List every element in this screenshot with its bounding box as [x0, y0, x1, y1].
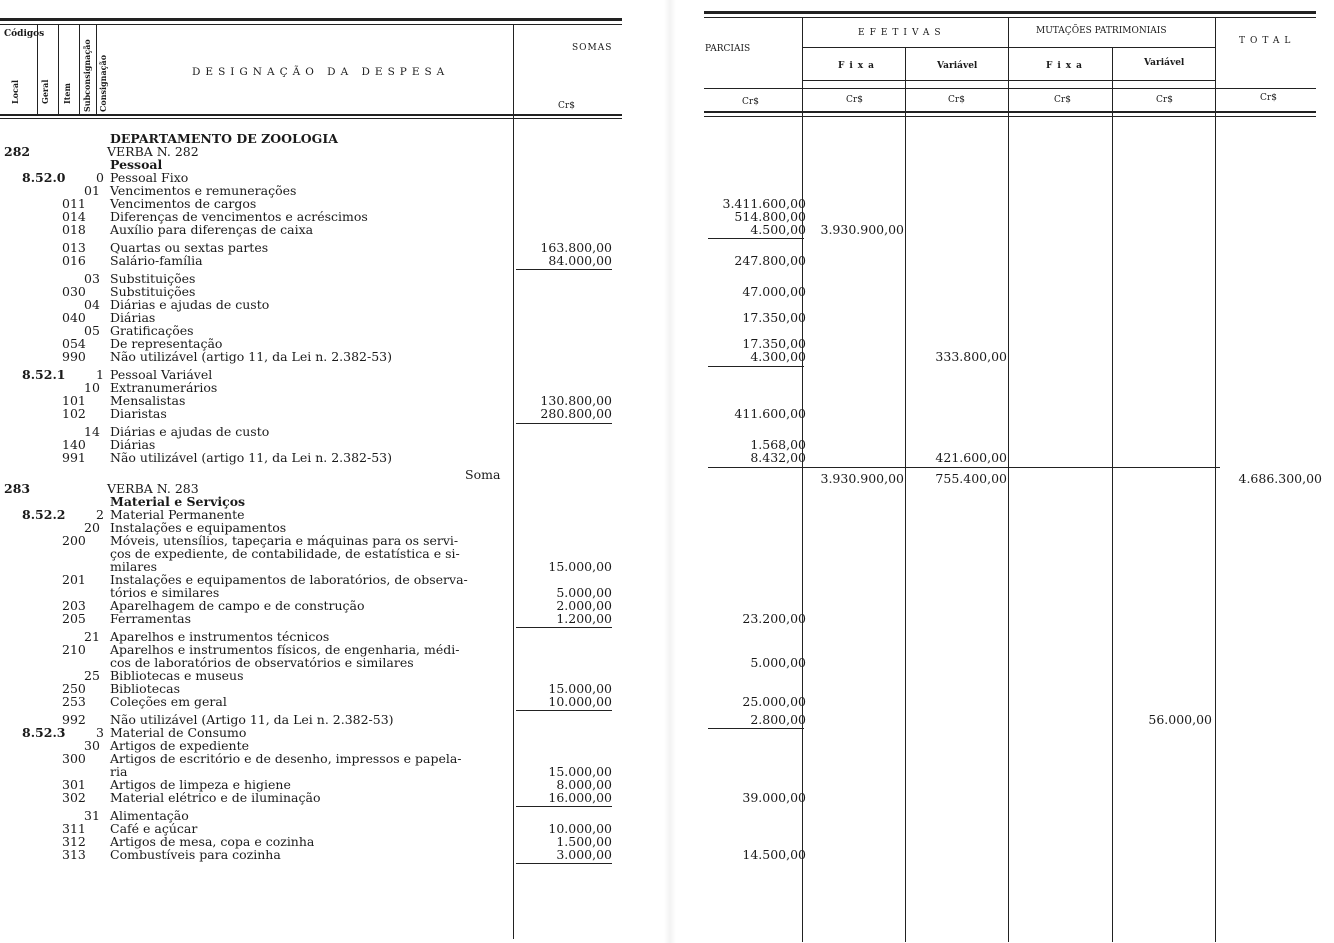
row-designacao: Extranumerários	[110, 379, 218, 395]
col-subconsignacao-header: Subconsignação	[82, 39, 92, 112]
row-designacao: Vencimentos e remunerações	[110, 183, 297, 199]
parciais-value: 39.000,00	[742, 790, 806, 806]
parciais-value: 47.000,00	[742, 283, 806, 299]
row-subconsignacao: 140	[62, 436, 86, 452]
row-designacao: ços de expediente, de contabilidade, de estatística e si-	[110, 545, 460, 561]
row-soma: 8.000,00	[556, 777, 612, 793]
row-designacao: milares	[110, 558, 158, 574]
row-code: 8.52.2	[22, 506, 66, 522]
row-code: 283	[4, 480, 31, 496]
parciais-value: 514.800,00	[734, 209, 806, 225]
parciais-value: 3.411.600,00	[722, 196, 806, 212]
row-designacao: Artigos de escritório e de desenho, impressos e papela-	[110, 750, 462, 766]
row-subconsignacao: 990	[62, 349, 86, 365]
row-subconsignacao: 992	[62, 711, 86, 727]
variavel-header: Variável	[937, 61, 978, 71]
row-subconsignacao: 311	[62, 820, 86, 836]
row-designacao: Material e Serviços	[110, 493, 246, 509]
parciais-value: 17.350,00	[742, 336, 806, 352]
row-subconsignacao: 016	[62, 253, 86, 269]
row-designacao: Soma	[465, 467, 501, 483]
row-designacao: Móveis, utensílios, tapeçaria e máquinas para os servi-	[110, 532, 459, 548]
row-designacao: Material de Consumo	[110, 724, 247, 740]
row-soma: 5.000,00	[556, 584, 612, 600]
subtotal-rule	[708, 366, 804, 367]
parciais-value: 25.000,00	[742, 694, 806, 710]
row-designacao: Gratificações	[110, 323, 194, 339]
row-subconsignacao: 301	[62, 777, 86, 793]
row-subconsignacao: 04	[84, 296, 100, 312]
row-designacao: Artigos de expediente	[110, 737, 250, 753]
row-soma: 1.500,00	[556, 833, 612, 849]
row-designacao: Bibliotecas	[110, 681, 180, 696]
row-designacao: Diferenças de vencimentos e acréscimos	[110, 209, 368, 225]
parciais-value: 14.500,00	[742, 846, 806, 862]
total-value: 4.686.300,00	[1238, 471, 1322, 487]
subtotal-rule	[516, 423, 612, 424]
row-designacao: VERBA N. 282	[107, 144, 199, 160]
row-code: 8.52.0	[22, 170, 66, 186]
row-soma: 15.000,00	[548, 558, 612, 574]
fixa-header: Fixa	[838, 61, 880, 71]
row-code: 8.52.3	[22, 724, 66, 740]
row-item: 1	[96, 366, 104, 382]
parciais-value: 4.500,00	[750, 222, 806, 238]
row-subconsignacao: 040	[62, 309, 86, 325]
row-soma: 130.800,00	[540, 392, 612, 408]
mutacoes-header: MUTAÇÕES PATRIMONIAIS	[1036, 26, 1167, 36]
row-designacao: Material elétrico e de iluminação	[110, 790, 321, 806]
efetiva-variavel-value: 421.600,00	[935, 449, 1007, 465]
row-soma: 2.000,00	[556, 598, 612, 614]
row-subconsignacao: 250	[62, 681, 86, 696]
row-designacao: Bibliotecas e museus	[110, 667, 244, 683]
efetivas-header: EFETIVAS	[858, 28, 946, 38]
row-subconsignacao: 21	[84, 628, 100, 644]
parciais-value: 411.600,00	[734, 406, 806, 421]
row-subconsignacao: 018	[62, 222, 86, 238]
row-designacao: Coleções em geral	[110, 694, 227, 710]
row-soma: 10.000,00	[548, 820, 612, 836]
row-designacao: Vencimentos de cargos	[110, 196, 257, 212]
row-subconsignacao: 313	[62, 846, 86, 862]
col-geral-header: Geral	[40, 79, 50, 104]
efetiva-fixa-value: 3.930.900,00	[820, 471, 904, 487]
page-fold	[664, 0, 676, 943]
row-designacao: Salário-família	[110, 253, 203, 269]
row-designacao: Pessoal Variável	[110, 366, 213, 382]
subtotal-rule	[516, 863, 612, 864]
parciais-value: 2.800,00	[750, 711, 806, 727]
efetiva-variavel-value: 333.800,00	[935, 349, 1007, 365]
currency-mut-fixa: Cr$	[1054, 95, 1071, 105]
mutacao-variavel-value: 56.000,00	[1148, 711, 1212, 727]
row-designacao: Substituições	[110, 283, 196, 299]
row-designacao: Pessoal Fixo	[110, 170, 189, 186]
parciais-value: 17.350,00	[742, 309, 806, 325]
row-designacao: Combustíveis para cozinha	[110, 846, 281, 862]
row-designacao: Diárias e ajudas de custo	[110, 423, 270, 439]
efetiva-fixa-value: 3.930.900,00	[820, 222, 904, 238]
row-designacao: ria	[110, 763, 128, 779]
subtotal-rule	[708, 728, 804, 729]
row-soma: 1.200,00	[556, 611, 612, 627]
row-subconsignacao: 205	[62, 611, 86, 627]
row-designacao: Auxílio para diferenças de caixa	[110, 222, 314, 238]
row-designacao: tórios e similares	[110, 584, 220, 600]
left-currency: Cr$	[558, 101, 575, 111]
col-local-header: Local	[10, 79, 20, 104]
currency-ef-var: Cr$	[948, 95, 965, 105]
row-subconsignacao: 030	[62, 283, 86, 299]
row-soma: 280.800,00	[540, 406, 612, 421]
subtotal-rule	[516, 269, 612, 270]
subtotal-rule	[708, 238, 804, 239]
row-designacao: Artigos de mesa, copa e cozinha	[110, 833, 315, 849]
subtotal-rule	[516, 710, 612, 711]
subtotal-rule	[516, 627, 612, 628]
row-subconsignacao: 31	[84, 807, 100, 823]
row-item: 2	[96, 506, 104, 522]
row-subconsignacao: 312	[62, 833, 86, 849]
parciais-header: PARCIAIS	[705, 44, 751, 54]
row-designacao: Aparelhos e instrumentos físicos, de engenharia, médi-	[110, 641, 460, 657]
parciais-value: 23.200,00	[742, 611, 806, 627]
row-designacao: DEPARTAMENTO DE ZOOLOGIA	[110, 131, 338, 146]
row-designacao: Diárias e ajudas de custo	[110, 296, 270, 312]
currency-mut-var: Cr$	[1156, 95, 1173, 105]
row-designacao: Aparelhagem de campo e de construção	[110, 598, 365, 614]
parciais-value: 247.800,00	[734, 253, 806, 269]
row-designacao: Instalações e equipamentos de laboratórios, de observa-	[110, 571, 468, 587]
row-designacao: Não utilizável (artigo 11, da Lei n. 2.382-53)	[110, 449, 392, 465]
row-item: 0	[96, 170, 104, 186]
row-designacao: Não utilizável (artigo 11, da Lei n. 2.382-53)	[110, 349, 392, 365]
row-designacao: Material Permanente	[110, 506, 245, 522]
row-item: 3	[96, 724, 104, 740]
row-designacao: Instalações e equipamentos	[110, 519, 287, 535]
row-subconsignacao: 03	[84, 270, 100, 286]
row-soma: 15.000,00	[548, 681, 612, 696]
row-subconsignacao: 25	[84, 667, 100, 683]
somas-header: SOMAS	[572, 43, 613, 53]
currency-ef-fixa: Cr$	[846, 95, 863, 105]
row-designacao: Pessoal	[110, 157, 163, 173]
row-designacao: Diárias	[110, 436, 156, 452]
row-designacao: VERBA N. 283	[107, 480, 199, 496]
parciais-value: 8.432,00	[750, 449, 806, 465]
row-designacao: Diárias	[110, 309, 156, 325]
efetiva-variavel-value: 755.400,00	[935, 471, 1007, 487]
row-subconsignacao: 210	[62, 641, 86, 657]
variavel-header-2: Variável	[1144, 58, 1185, 68]
row-subconsignacao: 20	[84, 519, 100, 535]
row-designacao: Mensalistas	[110, 392, 186, 408]
designacao-header: DESIGNAÇÃO DA DESPESA	[192, 66, 450, 78]
row-subconsignacao: 102	[62, 406, 86, 421]
parciais-value: 4.300,00	[750, 349, 806, 365]
row-subconsignacao: 013	[62, 240, 86, 256]
row-soma: 10.000,00	[548, 694, 612, 710]
parciais-value: 1.568,00	[750, 436, 806, 452]
row-designacao: cos de laboratórios de observatórios e similares	[110, 654, 414, 670]
row-subconsignacao: 991	[62, 449, 86, 465]
row-designacao: Café e açúcar	[110, 820, 198, 836]
row-soma: 16.000,00	[548, 790, 612, 806]
row-subconsignacao: 101	[62, 392, 86, 408]
row-designacao: Artigos de limpeza e higiene	[110, 777, 291, 793]
row-subconsignacao: 201	[62, 571, 86, 587]
row-designacao: Ferramentas	[110, 611, 191, 627]
row-subconsignacao: 253	[62, 694, 86, 710]
row-designacao: Substituições	[110, 270, 196, 286]
row-soma: 84.000,00	[548, 253, 612, 269]
currency-parciais: Cr$	[742, 97, 759, 107]
subtotal-rule	[708, 467, 1220, 468]
row-designacao: Quartas ou sextas partes	[110, 240, 269, 256]
row-designacao: Alimentação	[110, 807, 189, 823]
row-designacao: Diaristas	[110, 406, 167, 421]
total-header: TOTAL	[1239, 36, 1296, 46]
row-code: 8.52.1	[22, 366, 66, 382]
row-subconsignacao: 054	[62, 336, 86, 352]
row-designacao: De representação	[110, 336, 223, 352]
currency-total: Cr$	[1260, 93, 1277, 103]
codigos-header: Códigos	[4, 29, 45, 39]
row-subconsignacao: 10	[84, 379, 100, 395]
row-designacao: Aparelhos e instrumentos técnicos	[110, 628, 330, 644]
row-subconsignacao: 200	[62, 532, 86, 548]
row-subconsignacao: 302	[62, 790, 86, 806]
row-subconsignacao: 30	[84, 737, 100, 753]
row-soma: 15.000,00	[548, 763, 612, 779]
row-subconsignacao: 300	[62, 750, 86, 766]
row-subconsignacao: 05	[84, 323, 100, 339]
row-subconsignacao: 01	[84, 183, 100, 199]
parciais-value: 5.000,00	[750, 654, 806, 670]
row-designacao: Não utilizável (Artigo 11, da Lei n. 2.382-53)	[110, 711, 394, 727]
row-subconsignacao: 203	[62, 598, 86, 614]
col-item-header: Item	[62, 83, 72, 104]
row-subconsignacao: 14	[84, 423, 100, 439]
row-soma: 3.000,00	[556, 846, 612, 862]
fixa-header-2: Fixa	[1046, 61, 1088, 71]
row-subconsignacao: 011	[62, 196, 86, 212]
row-code: 282	[4, 144, 31, 160]
row-soma: 163.800,00	[540, 240, 612, 256]
col-consignacao-header: Consignação	[98, 54, 108, 112]
subtotal-rule	[516, 806, 612, 807]
row-subconsignacao: 014	[62, 209, 86, 225]
